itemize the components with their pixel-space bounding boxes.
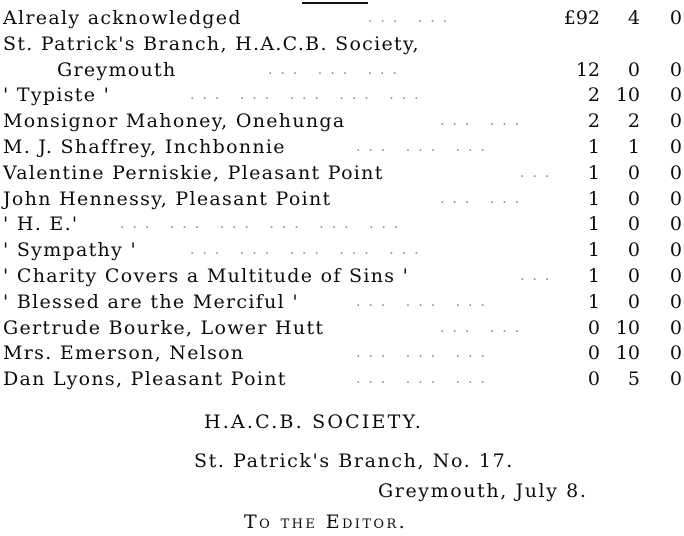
amount-pence: 0 (669, 84, 682, 107)
leader-dots: ... (520, 164, 558, 181)
place-date-line: Greymouth, July 8. (378, 480, 588, 502)
list-row (0, 58, 684, 84)
amount-pence: 0 (669, 290, 682, 313)
amount-pounds: 0 (587, 368, 600, 391)
leader-dots: ... ... ... ... ... (190, 87, 427, 104)
list-row (0, 83, 684, 109)
amount-pounds: 1 (587, 187, 600, 210)
amount-shillings: 0 (627, 213, 640, 236)
amount-shillings: 4 (627, 7, 640, 29)
amount-pounds: 12 (575, 58, 600, 81)
amount-pence: 0 (669, 58, 682, 81)
society-heading: H.A.C.B. SOCIETY. (204, 411, 424, 433)
amount-pounds: 1 (587, 290, 600, 313)
leader-dots: ... ... (440, 190, 528, 207)
donor-name: Alrealy acknowledged (3, 7, 242, 29)
amount-pence: 0 (669, 187, 682, 210)
donor-name: St. Patrick's Branch, H.A.C.B. Society, (3, 32, 420, 55)
list-row (0, 161, 684, 187)
donor-name: Dan Lyons, Pleasant Point (3, 368, 287, 391)
amount-pounds: 1 (587, 213, 600, 236)
list-row (0, 6, 684, 32)
amount-shillings: 5 (627, 368, 640, 391)
donor-name: Monsignor Mahoney, Onehunga (3, 110, 346, 133)
amount-pence: 0 (669, 135, 682, 158)
donor-name: M. J. Shaffrey, Inchbonnie (3, 135, 286, 158)
list-row (0, 135, 684, 161)
leader-dots: ... ... (440, 113, 528, 130)
amount-shillings: 1 (627, 135, 640, 158)
leader-dots: ... ... ... ... ... (190, 242, 427, 259)
list-row (0, 367, 684, 393)
amount-pence: 0 (669, 342, 682, 365)
amount-pounds: 0 (587, 316, 600, 339)
leader-dots: ... (520, 267, 558, 284)
donor-name: ' Charity Covers a Multitude of Sins ' (3, 264, 410, 287)
amount-pounds: 0 (587, 342, 600, 365)
amount-pounds: 2 (587, 84, 600, 107)
leader-dots: ... ... ... (356, 293, 493, 310)
salutation: To the Editor. (244, 511, 408, 533)
list-row (0, 316, 684, 342)
list-row (0, 187, 684, 213)
donor-name: ' Sympathy ' (3, 239, 137, 262)
amount-pounds: 1 (587, 239, 600, 262)
amount-shillings: 10 (615, 316, 640, 339)
amount-pounds: £92 (563, 7, 600, 29)
amount-shillings: 0 (627, 290, 640, 313)
amount-pence: 0 (669, 161, 682, 184)
donor-name: John Hennessy, Pleasant Point (3, 187, 332, 210)
leader-dots: ... ... (368, 10, 456, 26)
list-row (0, 32, 684, 58)
donor-name: ' Typiste ' (3, 84, 111, 107)
donor-name: ' Blessed are the Merciful ' (3, 290, 299, 313)
donor-name: Greymouth (57, 58, 177, 81)
list-row (0, 290, 684, 316)
leader-dots: ... ... ... (268, 61, 405, 78)
amount-pence: 0 (669, 368, 682, 391)
amount-shillings: 10 (615, 342, 640, 365)
amount-pence: 0 (669, 264, 682, 287)
leader-dots: ... ... ... ... ... ... (120, 216, 407, 233)
amount-pounds: 1 (587, 135, 600, 158)
amount-shillings: 0 (627, 58, 640, 81)
amount-pence: 0 (669, 316, 682, 339)
amount-pence: 0 (669, 239, 682, 262)
leader-dots: ... ... ... (356, 345, 493, 362)
amount-pence: 0 (669, 7, 682, 29)
amount-shillings: 10 (615, 84, 640, 107)
amount-shillings: 0 (627, 239, 640, 262)
list-row (0, 238, 684, 264)
amount-shillings: 0 (627, 187, 640, 210)
subscription-list (0, 6, 684, 393)
amount-pounds: 1 (587, 264, 600, 287)
section-rule (302, 2, 368, 4)
donor-name: Mrs. Emerson, Nelson (3, 342, 245, 365)
amount-pounds: 2 (587, 110, 600, 133)
leader-dots: ... ... ... (356, 138, 493, 155)
leader-dots: ... ... (440, 319, 528, 336)
list-row (0, 109, 684, 135)
amount-shillings: 0 (627, 161, 640, 184)
list-row (0, 341, 684, 367)
amount-shillings: 2 (627, 110, 640, 133)
amount-shillings: 0 (627, 264, 640, 287)
donor-name: ' H. E.' (3, 213, 79, 236)
amount-pence: 0 (669, 213, 682, 236)
list-row (0, 264, 684, 290)
branch-line: St. Patrick's Branch, No. 17. (194, 450, 514, 472)
donor-name: Gertrude Bourke, Lower Hutt (3, 316, 325, 339)
list-row (0, 212, 684, 238)
leader-dots: ... ... ... (356, 371, 493, 388)
amount-pence: 0 (669, 110, 682, 133)
amount-pounds: 1 (587, 161, 600, 184)
donor-name: Valentine Perniskie, Pleasant Point (3, 161, 384, 184)
